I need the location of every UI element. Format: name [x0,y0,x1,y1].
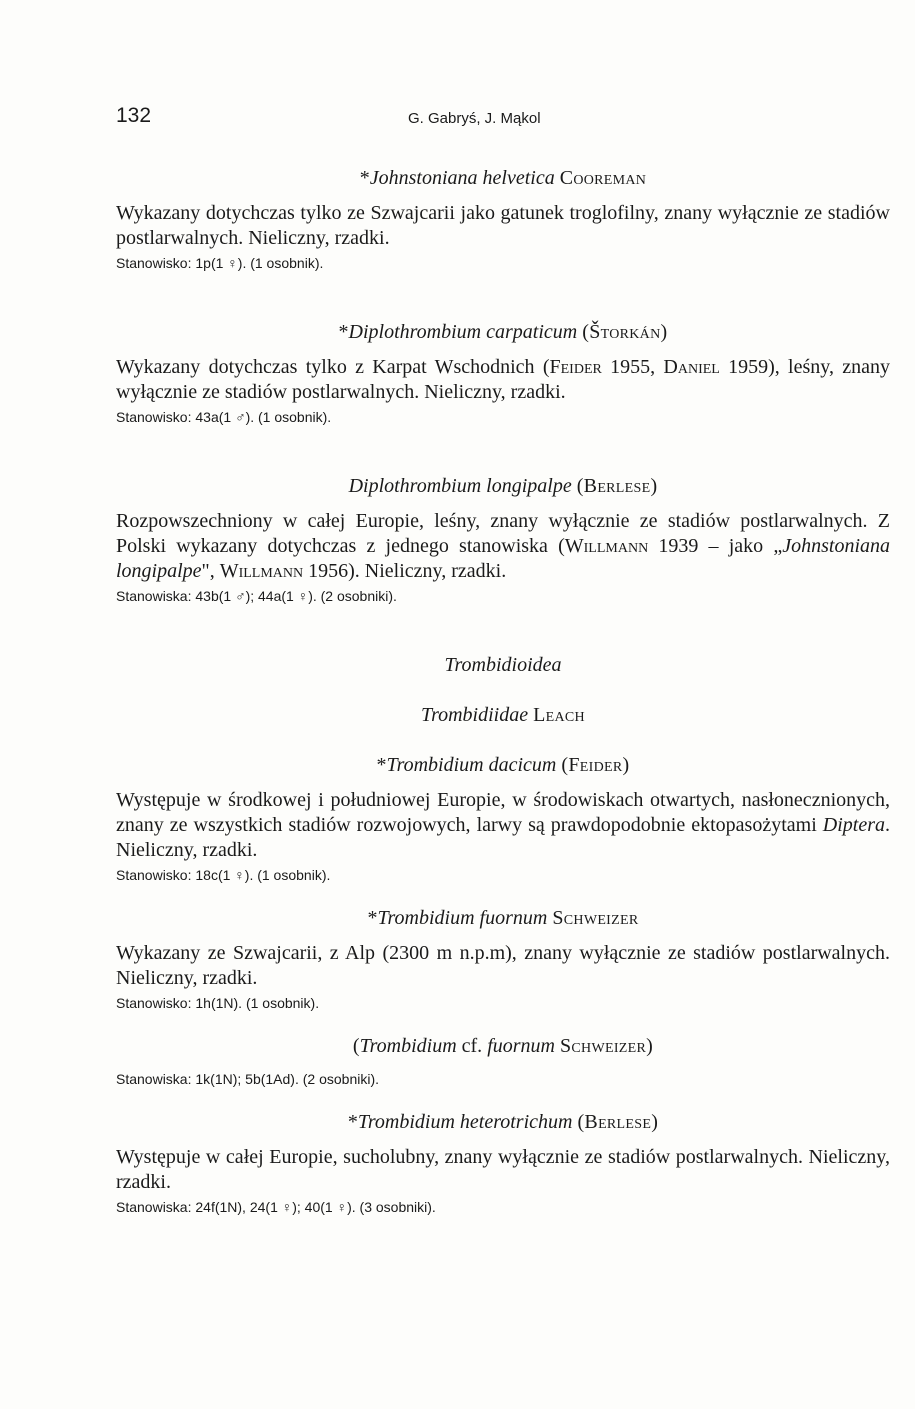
species-description: Wykazany ze Szwajcarii, z Alp (2300 m n.p.m), znany wyłącznie ze stadiów postlarwalnych. Nieliczny, rzadki. [116,942,890,989]
species-heading [116,1109,890,1135]
species-heading: (Trombidium cf. fuornum Schweizer) [352,1035,654,1057]
species-description: Wykazany dotychczas tylko ze Szwajcarii jako gatunek troglofilny, znany wyłącznie ze stadiów postlarwalnych. Nieliczny, rzadki. [116,202,890,249]
species-heading [116,319,890,345]
species-author: Schweizer) [559,1035,654,1057]
station-record: Stanowiska: 1k(1N); 5b(1Ad). (2 osobniki). [116,1071,379,1087]
species-entry [116,1033,890,1089]
station-record: Stanowisko: 18c(1 ♀). (1 osobnik). [116,867,331,883]
endemic-marker: * [359,167,370,189]
species-name: Diplothrombium carpaticum [348,321,578,343]
species-name: Trombidium [359,1035,457,1057]
station-record: Stanowisko: 1h(1N). (1 osobnik). [116,995,320,1011]
species-description: Wykazany dotychczas tylko z Karpat Wschodnich (Feider 1955, Daniel 1959), leśny, znany wyłącznie ze stadiów postlarwalnych. Nieliczny, rzadki. [116,356,891,403]
species-entry [116,473,890,606]
station-record: Stanowisko: 1p(1 ♀). (1 osobnik). [116,255,324,271]
species-heading [116,165,890,191]
family-name: Trombidiidae [421,704,529,726]
species-heading [116,473,890,499]
species-author: (Berlese) [577,1111,659,1133]
species-entry [116,1109,890,1217]
species-author: Schweizer [552,907,639,929]
species-name: Johnstoniana helvetica [369,167,555,189]
species-description: Rozpowszechniony w całej Europie, leśny, znany wyłącznie ze stadiów postlarwalnych. Z Polski wykazany dotychczas z jednego stanowiska (Willmann 1939 – jako „Johnstoniana longipalpe", Willmann 1956). Nieliczny, rzadki. [116,510,891,582]
endemic-marker: * [338,321,349,343]
station-record: Stanowisko: 43a(1 ♂). (1 osobnik). [116,409,332,425]
page-header [116,104,896,134]
species-entry [116,319,890,427]
species-name: Trombidium dacicum [386,754,557,776]
family-title [116,702,890,728]
species-entry [116,165,890,273]
species-description: Występuje w całej Europie, sucholubny, znany wyłącznie ze stadiów postlarwalnych. Nieliczny, rzadki. [116,1146,890,1193]
running-head: G. Gabryś, J. Mąkol [408,110,541,127]
species-author: Cooreman [559,167,647,189]
species-name: Diplothrombium longipalpe [348,475,572,497]
cf-marker: cf. [461,1035,483,1057]
page-content [116,165,890,1217]
species-name: Trombidium heterotrichum [357,1111,573,1133]
species-description: Występuje w środkowej i południowej Europie, w środowiskach otwartych, nasłonecznionych, znany ze wszystkich stadiów rozwojowych, larwy są prawdopodobnie ektopasożytami Diptera. Nieliczny, rzadki. [116,789,890,861]
endemic-marker: * [367,907,378,929]
species-heading [116,905,890,931]
page-number: 132 [116,104,152,127]
species-heading [116,752,890,778]
station-record: Stanowiska: 43b(1 ♂); 44a(1 ♀). (2 osobniki). [116,588,397,604]
endemic-marker: * [376,754,387,776]
species-entry [116,752,890,885]
endemic-marker: * [347,1111,358,1133]
superfamily-title: Trombidioidea [444,654,562,676]
family-author: Leach [533,704,585,726]
species-name: Trombidium fuornum [377,907,548,929]
species-author: (Feider) [561,754,630,776]
species-epithet: fuornum [487,1035,555,1057]
species-author: (Berlese) [576,475,658,497]
station-record: Stanowiska: 24f(1N), 24(1 ♀); 40(1 ♀). (3 osobniki). [116,1199,436,1215]
species-author: (Štorkán) [582,321,668,343]
species-entry [116,905,890,1013]
